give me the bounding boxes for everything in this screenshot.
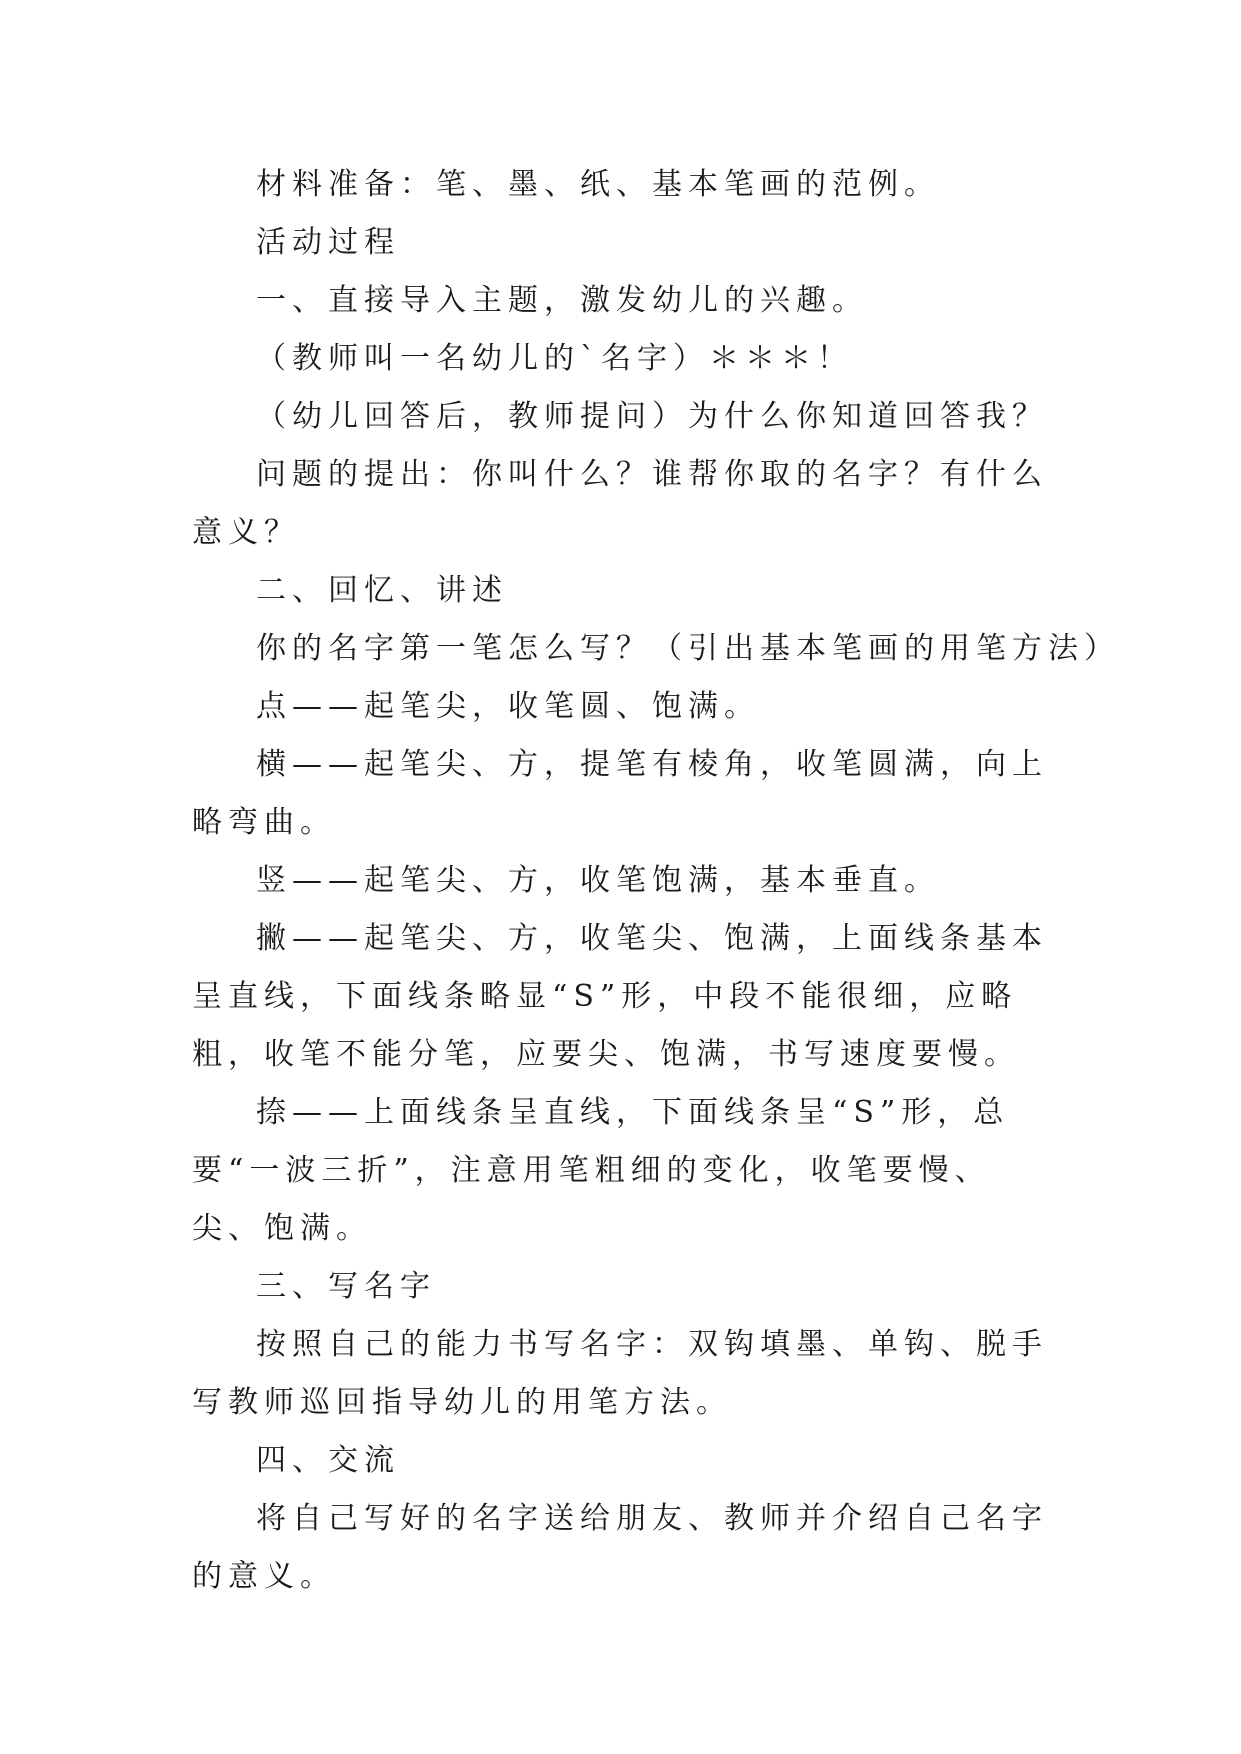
- heading-section-four: 四、交流: [256, 1443, 400, 1478]
- paragraph-write-name: 按照自己的能力书写名字：双钩填墨、单钩、脱手写教师巡回指导幼儿的用笔方法。: [192, 1327, 1048, 1420]
- paragraph-exchange: 将自己写好的名字送给朋友、教师并介绍自己名字的意义。: [192, 1501, 1048, 1594]
- paragraph-stroke-dot: 点——起笔尖，收笔圆、饱满。: [256, 689, 760, 724]
- paragraph-stroke-left-falling: 撇——起笔尖、方，收笔尖、饱满，上面线条基本呈直线，下面线条略显“S”形，中段不能很细，应略粗，收笔不能分笔，应要尖、饱满，书写速度要慢。: [192, 921, 1048, 1072]
- paragraph-stroke-vertical: 竖——起笔尖、方，收笔饱满，基本垂直。: [256, 863, 940, 898]
- heading-section-three: 三、写名字: [256, 1269, 436, 1304]
- paragraph-stroke-right-falling: 捺——上面线条呈直线，下面线条呈“S”形，总要“一波三折”，注意用笔粗细的变化，收笔要慢、尖、饱满。: [192, 1095, 1010, 1246]
- document-body: [192, 156, 1120, 1606]
- paragraph-questions: 问题的提出：你叫什么？谁帮你取的名字？有什么意义？: [192, 457, 1048, 550]
- paragraph-teacher-question: （幼儿回答后，教师提问）为什么你知道回答我？: [256, 399, 1048, 434]
- paragraph-stroke-horizontal: 横——起笔尖、方，提笔有棱角，收笔圆满，向上略弯曲。: [192, 747, 1048, 840]
- heading-section-one: 一、直接导入主题，激发幼儿的兴趣。: [256, 283, 868, 318]
- paragraph-teacher-call: （教师叫一名幼儿的`名字）＊＊＊！: [256, 341, 853, 376]
- paragraph-materials: 材料准备：笔、墨、纸、基本笔画的范例。: [256, 167, 940, 202]
- heading-activity-process: 活动过程: [256, 225, 400, 260]
- heading-section-two: 二、回忆、讲述: [256, 573, 508, 608]
- paragraph-first-stroke: 你的名字第一笔怎么写？（引出基本笔画的用笔方法）: [256, 631, 1120, 666]
